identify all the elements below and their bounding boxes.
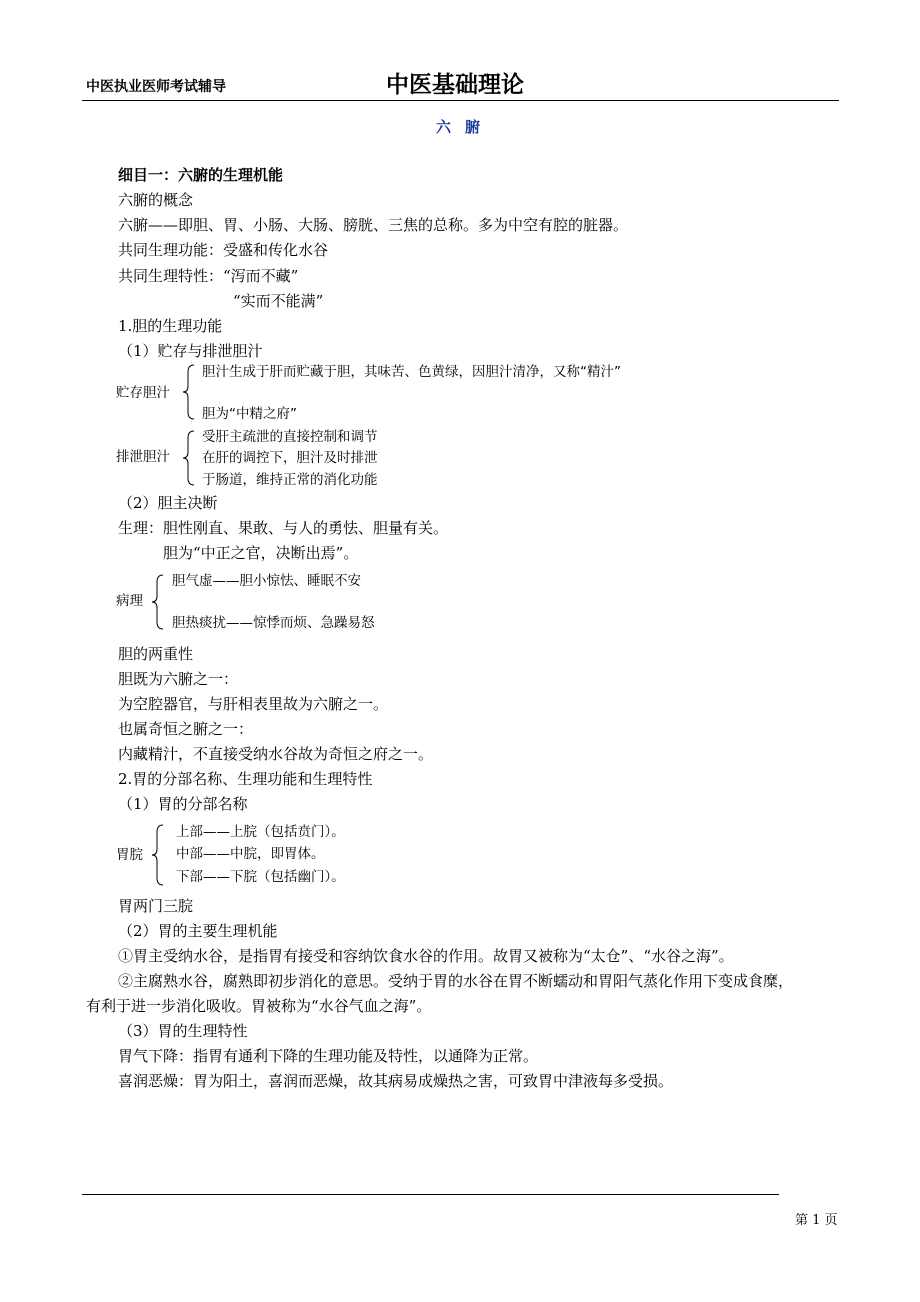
text-line: 生理：胆性刚直、果敢、与人的勇怯、胆量有关。 [118, 519, 449, 537]
brace-item: 胆热痰扰——惊悸而烦、急躁易怒 [172, 615, 375, 631]
text-line: 有利于进一步消化吸收。胃被称为“水谷气血之海”。 [86, 997, 432, 1015]
text-line: 六腑——即胆、胃、小肠、大肠、膀胱、三焦的总称。多为中空有腔的脏器。 [118, 216, 629, 234]
brace-item: 下部——下脘（包括幽门）。 [176, 869, 345, 885]
text-line: ②主腐熟水谷，腐熟即初步消化的意思。受纳于胃的水谷在胃不断蠕动和胃阳气蒸化作用下变成食糜， [118, 972, 794, 990]
brace-item: 受肝主疏泄的直接控制和调节 [202, 429, 378, 445]
brace-item: 于肠道，维持正常的消化功能 [202, 472, 378, 488]
brace-label: 贮存胆汁 [116, 385, 170, 401]
text-line: （2）胃的主要生理机能 [118, 922, 278, 940]
header-rule [82, 100, 839, 101]
text-line: 六腑的概念 [118, 191, 194, 209]
brace-item: 上部——上脘（包括贲门）。 [176, 824, 345, 840]
brace-item: 胆为“中精之府” [202, 406, 297, 422]
text-line: 1.胆的生理功能 [118, 317, 223, 335]
brace-icon [182, 430, 196, 486]
text-line: （1）胃的分部名称 [118, 795, 248, 813]
brace-icon [182, 364, 196, 420]
section-title: 六腑 [436, 118, 495, 136]
brace-icon [151, 574, 165, 630]
brace-item: 胆汁生成于肝而贮藏于胆，其味苦、色黄绿，因胆汁清净，又称“精汁” [202, 364, 621, 380]
text-line: ①胃主受纳水谷，是指胃有接受和容纳饮食水谷的作用。故胃又被称为“太仓”、“水谷之海”。 [118, 947, 734, 965]
footer-rule [82, 1194, 779, 1195]
header-title: 中医基础理论 [386, 72, 524, 98]
text-line: 胆既为六腑之一： [118, 670, 239, 688]
text-line: 2.胃的分部名称、生理功能和生理特性 [118, 770, 373, 788]
header-subtitle: 中医执业医师考试辅导 [86, 79, 226, 95]
text-line: 共同生理功能：受盛和传化水谷 [118, 241, 329, 259]
brace-label: 病理 [116, 593, 143, 609]
text-line: 胃两门三脘 [118, 897, 194, 915]
brace-label: 排泄胆汁 [116, 449, 170, 465]
page-number: 第 1 页 [795, 1213, 838, 1228]
text-line: 为空腔器官，与肝相表里故为六腑之一。 [118, 695, 389, 713]
text-line: “实而不能满” [233, 292, 324, 310]
text-line: 喜润恶燥：胃为阳土，喜润而恶燥，故其病易成燥热之害，可致胃中津液每多受损。 [118, 1072, 674, 1090]
brace-label: 胃脘 [116, 847, 143, 863]
text-line: 胆为“中正之官，决断出焉”。 [163, 544, 359, 562]
text-line: 内藏精汁，不直接受纳水谷故为奇恒之府之一。 [118, 745, 434, 763]
item-heading: 细目一：六腑的生理机能 [118, 166, 284, 184]
brace-item: 胆气虚——胆小惊怯、睡眠不安 [172, 573, 361, 589]
brace-item: 中部——中脘，即胃体。 [176, 846, 325, 862]
text-line: （1）贮存与排泄胆汁 [118, 342, 263, 360]
text-line: 共同生理特性：“泻而不藏” [118, 267, 299, 285]
text-line: 胆的两重性 [118, 645, 194, 663]
brace-item: 在肝的调控下，胆汁及时排泄 [202, 450, 378, 466]
text-line: 胃气下降：指胃有通利下降的生理功能及特性，以通降为正常。 [118, 1047, 539, 1065]
brace-icon [151, 824, 165, 886]
text-line: （3）胃的生理特性 [118, 1022, 248, 1040]
text-line: （2）胆主决断 [118, 494, 218, 512]
text-line: 也属奇恒之腑之一： [118, 720, 254, 738]
